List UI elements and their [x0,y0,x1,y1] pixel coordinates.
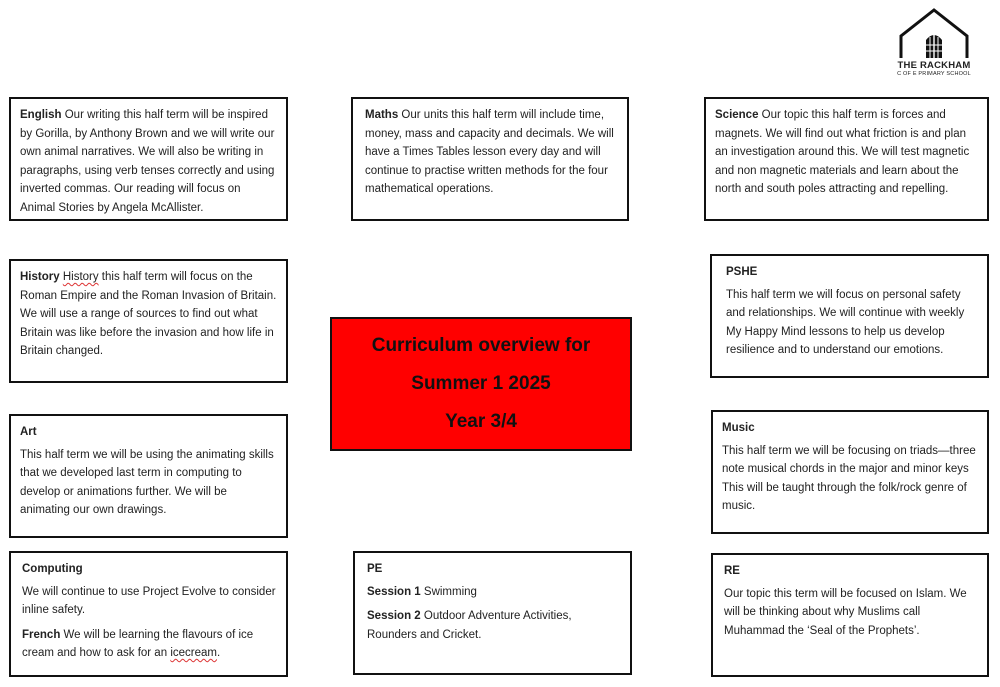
art-box [9,414,288,538]
computing-text: We will continue to use Project Evolve to consider inline safety. [22,585,276,616]
history-box [9,259,288,383]
pshe-box [710,254,989,378]
re-box [711,553,989,677]
title-line-3: Year 3/4 [445,411,517,432]
maths-box [351,97,629,221]
art-heading: Art [20,426,37,438]
maths-text: Our units this half term will include time, money, mass and capacity and decimals. We will have a Times Tables lesson every day and will continue to practise written methods for the four mathematical operations. [365,109,614,195]
re-text: Our topic this term will be focused on Islam. We will be thinking about why Muslims call Muhammad the ‘Seal of the Prophets’. [724,587,967,637]
history-heading: History [20,271,60,283]
computing-box [9,551,288,677]
art-text: This half term we will be using the animating skills that we developed last term in computing to develop or animations further. We will be animating our own drawings. [20,448,274,516]
history-text: this half term will focus on the Roman Empire and the Roman Invasion of Britain. We will use a range of sources to find out what Britain was like before the invasion and how life in Britain changed. [20,271,277,357]
title-line-2: Summer 1 2025 [411,373,551,394]
music-heading: Music [722,422,755,434]
music-box [711,410,989,534]
science-heading: Science [715,109,759,121]
english-text: Our writing this half term will be inspired by Gorilla, by Anthony Brown and we will write our own animal narratives. We will also be writing in paragraphs, using verb tenses correctly and using inverted commas. Our reading will focus on Animal Stories by Angela McAllister. [20,109,275,214]
pe-session2-text: Outdoor Adventure Activities, Rounders and Cricket. [367,610,572,641]
re-heading: RE [724,565,740,577]
science-text: Our topic this half term is forces and magnets. We will find out what friction is and plan an investigation around this. We will test magnetic and non magnetic materials and learn about the north and south poles attracting and repelling. [715,109,970,195]
music-text: This half term we will be focusing on triads—three note musical chords in the major and minor keys This will be taught through the folk/rock genre of music. [722,444,976,512]
science-box [704,97,989,221]
title-line-1: Curriculum overview for [371,335,591,356]
pshe-text: This half term we will focus on personal safety and relationships. We will continue with weekly My Happy Mind lessons to help us develop resilience and to understand our emotions. [726,288,965,356]
school-logo [894,8,974,82]
pe-session1-text: Swimming [420,585,477,598]
maths-heading: Maths [365,109,399,121]
school-name: THE RACKHAM [897,60,971,71]
english-box [9,97,288,221]
pe-box [353,551,632,675]
english-heading: English [20,109,62,121]
school-subtitle: C OF E PRIMARY SCHOOL [897,71,971,77]
church-icon [898,8,970,60]
french-text: We will be learning the flavours of ice cream and how to ask for an [22,628,254,659]
french-last-word: icecream [170,647,217,659]
pe-heading: PE [367,563,383,575]
pe-session1-label: Session 1 [367,585,421,598]
french-heading: French [22,628,61,641]
pe-session2-label: Session 2 [367,610,421,622]
pshe-heading: PSHE [726,266,758,278]
french-end: . [216,647,221,659]
curriculum-title-box [330,317,632,451]
computing-heading: Computing [22,563,83,575]
history-first-word: History [62,271,99,283]
